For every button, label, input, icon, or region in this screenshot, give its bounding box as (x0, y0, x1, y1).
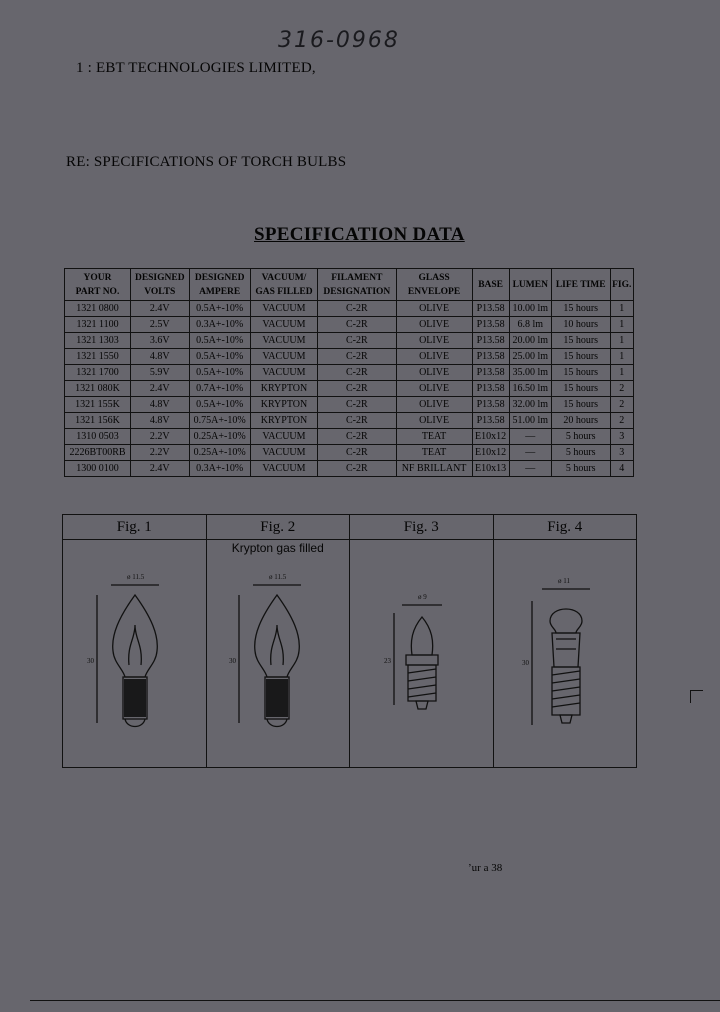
table-cell: TEAT (396, 445, 472, 461)
table-cell: VACUUM (250, 429, 317, 445)
col-ampere: DESIGNED AMPERE (189, 269, 250, 301)
table-cell: 25.00 lm (509, 349, 551, 365)
table-row (65, 349, 634, 365)
handwritten-reference-number: 316-0968 (278, 28, 400, 53)
table-cell: 15 hours (551, 349, 610, 365)
table-cell: 0.5A+-10% (189, 301, 250, 317)
table-cell: 0.3A+-10% (189, 461, 250, 477)
table-cell: VACUUM (250, 301, 317, 317)
col-volts: DESIGNED VOLTS (131, 269, 190, 301)
table-cell: C-2R (318, 381, 396, 397)
col-fig: FIG. (610, 269, 633, 301)
col-filament: FILAMENT DESIGNATION (318, 269, 396, 301)
table-cell: C-2R (318, 365, 396, 381)
table-cell: — (509, 445, 551, 461)
table-cell: 2.4V (131, 461, 190, 477)
figures-panel (62, 514, 637, 768)
figure-label: Fig. 3 (350, 515, 493, 540)
table-cell: 0.5A+-10% (189, 397, 250, 413)
table-cell: 35.00 lm (509, 365, 551, 381)
table-cell: OLIVE (396, 413, 472, 429)
table-cell: C-2R (318, 461, 396, 477)
table-cell: E10x12 (472, 445, 509, 461)
table-cell: VACUUM (250, 365, 317, 381)
table-cell: 1 (610, 301, 633, 317)
bulb-drawing-fig2 (207, 555, 351, 765)
table-cell: 0.7A+-10% (189, 381, 250, 397)
dimension-label: ø 11 (557, 577, 570, 585)
table-cell: C-2R (318, 317, 396, 333)
dimension-label: ø 9 (418, 593, 427, 601)
table-cell: OLIVE (396, 301, 472, 317)
table-cell: 0.25A+-10% (189, 429, 250, 445)
table-cell: P13.58 (472, 397, 509, 413)
table-cell: P13.58 (472, 381, 509, 397)
table-cell: 2 (610, 381, 633, 397)
table-cell: OLIVE (396, 333, 472, 349)
table-cell: C-2R (318, 301, 396, 317)
table-row (65, 413, 634, 429)
table-cell: KRYPTON (250, 381, 317, 397)
table-cell: 6.8 lm (509, 317, 551, 333)
dimension-label: 30 (87, 657, 94, 665)
table-cell: C-2R (318, 429, 396, 445)
table-cell: 1321 1303 (65, 333, 131, 349)
table-cell: 1310 0503 (65, 429, 131, 445)
table-cell: 1321 1100 (65, 317, 131, 333)
table-cell: 1 (610, 365, 633, 381)
table-cell: 2.4V (131, 301, 190, 317)
table-cell: OLIVE (396, 349, 472, 365)
col-part-no: YOUR PART NO. (65, 269, 131, 301)
table-cell: C-2R (318, 349, 396, 365)
bottom-rule (30, 1000, 720, 1001)
table-cell: 5 hours (551, 461, 610, 477)
table-row (65, 461, 634, 477)
table-cell: OLIVE (396, 365, 472, 381)
dimension-label: 30 (228, 657, 236, 665)
col-vacuum-gas: VACUUM/ GAS FILLED (250, 269, 317, 301)
figure-1 (63, 515, 207, 767)
table-cell: 15 hours (551, 301, 610, 317)
table-cell: 1321 1550 (65, 349, 131, 365)
table-cell: OLIVE (396, 317, 472, 333)
table-cell: 4.8V (131, 397, 190, 413)
table-cell: 20 hours (551, 413, 610, 429)
table-cell: 10 hours (551, 317, 610, 333)
table-cell: 0.5A+-10% (189, 365, 250, 381)
figure-label: Fig. 2 (207, 515, 350, 540)
table-cell: VACUUM (250, 461, 317, 477)
table-row (65, 397, 634, 413)
table-cell: 0.75A+-10% (189, 413, 250, 429)
table-cell: 1321 155K (65, 397, 131, 413)
col-glass: GLASS ENVELOPE (396, 269, 472, 301)
table-cell: 0.5A+-10% (189, 333, 250, 349)
table-cell: 0.25A+-10% (189, 445, 250, 461)
table-cell: — (509, 461, 551, 477)
table-cell: — (509, 429, 551, 445)
bulb-drawing-fig1 (63, 555, 207, 765)
table-cell: 0.3A+-10% (189, 317, 250, 333)
table-cell: NF BRILLANT (396, 461, 472, 477)
table-cell: VACUUM (250, 349, 317, 365)
table-cell: 15 hours (551, 381, 610, 397)
table-cell: 20.00 lm (509, 333, 551, 349)
table-cell: P13.58 (472, 333, 509, 349)
table-cell: P13.58 (472, 349, 509, 365)
table-cell: 1 (610, 317, 633, 333)
table-cell: 15 hours (551, 397, 610, 413)
table-cell: 0.5A+-10% (189, 349, 250, 365)
table-cell: 2.2V (131, 445, 190, 461)
table-cell: 1321 0800 (65, 301, 131, 317)
table-cell: 5 hours (551, 429, 610, 445)
figure-label: Fig. 1 (63, 515, 206, 540)
table-cell: P13.58 (472, 317, 509, 333)
table-cell: TEAT (396, 429, 472, 445)
figure-4 (494, 515, 637, 767)
table-cell: C-2R (318, 413, 396, 429)
table-cell: 5 hours (551, 445, 610, 461)
table-cell: E10x12 (472, 429, 509, 445)
table-row (65, 429, 634, 445)
specification-table (64, 268, 634, 477)
recipient-line: 1 : EBT TECHNOLOGIES LIMITED, (76, 60, 316, 76)
table-cell: 2.5V (131, 317, 190, 333)
table-cell: 1321 156K (65, 413, 131, 429)
document-title: SPECIFICATION DATA (254, 224, 465, 245)
table-cell: 1 (610, 333, 633, 349)
table-cell: 4.8V (131, 349, 190, 365)
table-cell: OLIVE (396, 381, 472, 397)
table-cell: KRYPTON (250, 397, 317, 413)
table-cell: 1321 080K (65, 381, 131, 397)
table-cell: 3.6V (131, 333, 190, 349)
table-cell: OLIVE (396, 397, 472, 413)
table-cell: P13.58 (472, 413, 509, 429)
table-cell: 2 (610, 397, 633, 413)
table-cell: E10x13 (472, 461, 509, 477)
figure-label: Fig. 4 (494, 515, 637, 540)
col-base: BASE (472, 269, 509, 301)
table-cell: 3 (610, 429, 633, 445)
table-cell: 2.2V (131, 429, 190, 445)
dimension-label: 23 (384, 657, 391, 665)
table-cell: 10.00 lm (509, 301, 551, 317)
table-row (65, 445, 634, 461)
table-cell: 1 (610, 349, 633, 365)
subject-line: RE: SPECIFICATIONS OF TORCH BULBS (66, 154, 347, 170)
col-lumen: LUMEN (509, 269, 551, 301)
table-cell: 5.9V (131, 365, 190, 381)
table-cell: 16.50 lm (509, 381, 551, 397)
table-cell: VACUUM (250, 317, 317, 333)
table-cell: 15 hours (551, 365, 610, 381)
col-life-time: LIFE TIME (551, 269, 610, 301)
table-cell: 32.00 lm (509, 397, 551, 413)
corner-mark (690, 690, 703, 703)
table-row (65, 333, 634, 349)
table-cell: 51.00 lm (509, 413, 551, 429)
table-cell: 15 hours (551, 333, 610, 349)
bulb-drawing-fig3 (350, 555, 494, 765)
table-cell: C-2R (318, 397, 396, 413)
footer-mark: ’ur a 38 (468, 862, 503, 874)
table-row (65, 381, 634, 397)
figure-2 (207, 515, 351, 767)
table-cell: 2.4V (131, 381, 190, 397)
table-cell: KRYPTON (250, 413, 317, 429)
table-cell: C-2R (318, 445, 396, 461)
table-header-row (65, 269, 634, 301)
table-cell: 1321 1700 (65, 365, 131, 381)
dimension-label: 30 (521, 659, 529, 667)
table-row (65, 365, 634, 381)
table-cell: P13.58 (472, 365, 509, 381)
bulb-drawing-fig4 (494, 555, 638, 765)
dimension-label: ø 11.5 (268, 573, 286, 581)
figure-subtitle: Krypton gas filled (231, 541, 324, 555)
table-cell: 4 (610, 461, 633, 477)
table-cell: P13.58 (472, 301, 509, 317)
table-cell: 4.8V (131, 413, 190, 429)
table-cell: VACUUM (250, 333, 317, 349)
table-cell: 2226BT00RB (65, 445, 131, 461)
table-row (65, 301, 634, 317)
table-cell: 3 (610, 445, 633, 461)
dimension-label: ø 11.5 (127, 573, 145, 581)
table-cell: 2 (610, 413, 633, 429)
table-cell: 1300 0100 (65, 461, 131, 477)
table-cell: VACUUM (250, 445, 317, 461)
table-cell: C-2R (318, 333, 396, 349)
figure-3 (350, 515, 494, 767)
table-row (65, 317, 634, 333)
